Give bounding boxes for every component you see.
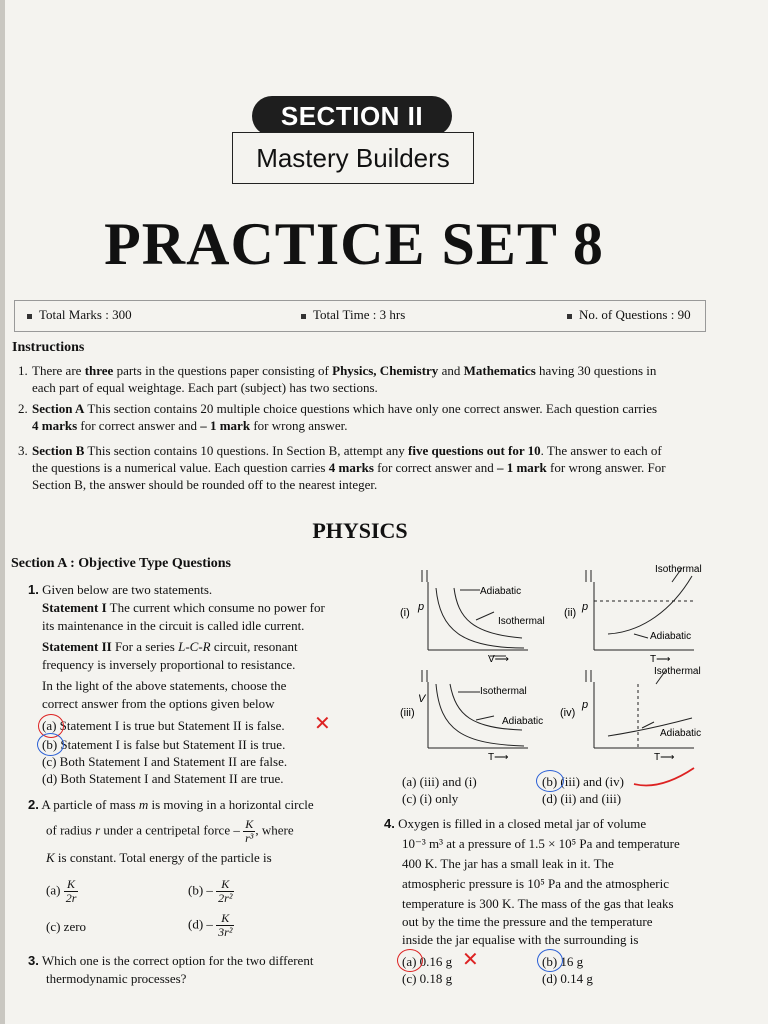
graph-i — [422, 570, 528, 656]
section-subtitle: Mastery Builders — [232, 132, 474, 184]
q1-option-d[interactable]: (d) Both Statement I and Statement II are true. — [42, 771, 284, 786]
svg-text:T⟶: T⟶ — [488, 752, 509, 763]
section-badge: SECTION II — [252, 96, 452, 136]
svg-text:Adiabatic: Adiabatic — [660, 728, 702, 739]
svg-text:V: V — [418, 693, 426, 705]
q4-option-a[interactable]: (a) 0.16 g — [402, 954, 453, 969]
section-a-heading: Section A : Objective Type Questions — [11, 556, 231, 571]
svg-text:T⟶: T⟶ — [650, 654, 671, 665]
q3-option-d[interactable]: (d) (ii) and (iii) — [542, 791, 622, 806]
square-bullet-icon — [567, 314, 572, 319]
q3-graphs — [372, 560, 732, 780]
instruction-item: 1. There are three parts in the questions paper consisting of Physics, Chemistry and Mathematics having 30 questions in each part of equal weightage. Each part (subject) has two sections. — [18, 363, 657, 395]
instruction-item: 2. Section A This section contains 20 multiple choice questions which have only one correct answer. Each question carries 4 marks for correct answer and – 1 mark for wrong answer. — [18, 401, 658, 433]
square-bullet-icon — [27, 314, 32, 319]
graph-iii — [422, 670, 528, 748]
svg-text:(iii): (iii) — [400, 707, 415, 719]
blue-circle-mark — [537, 949, 563, 972]
info-bar — [14, 300, 706, 332]
instruction-item: 3. Section B This section contains 10 questions. In Section B, attempt any five questions out for 10. The answer to each of the questions is a numerical value. Each question carries 4 marks for correct answer and – 1 mark for wrong answer. For Section B, the answer should be rounded off to the nearest integer. — [18, 443, 666, 492]
subject-heading: PHYSICS — [312, 518, 408, 543]
graph-i-label: (i) — [400, 607, 410, 619]
svg-text:Adiabatic: Adiabatic — [480, 586, 522, 597]
page-edge — [0, 0, 5, 1024]
svg-text:T⟶: T⟶ — [654, 752, 675, 763]
svg-text:Isothermal: Isothermal — [654, 666, 701, 677]
q2-option-c[interactable]: (c) zero — [46, 919, 87, 934]
svg-text:Isothermal: Isothermal — [655, 564, 702, 575]
instructions-heading: Instructions — [12, 340, 85, 355]
q1-option-a[interactable]: (a) Statement I is true but Statement II is false. — [42, 718, 285, 733]
q4-option-c[interactable]: (c) 0.18 g — [402, 971, 453, 986]
svg-text:(ii): (ii) — [564, 607, 577, 619]
svg-text:p: p — [582, 601, 589, 613]
q3-option-b[interactable]: (b) (iii) and (iv) — [542, 774, 624, 789]
question-3: 3. Which one is the correct option for the two different thermodynamic processes? — [28, 953, 314, 986]
page-title: PRACTICE SET 8 — [104, 211, 604, 277]
q2-option-d[interactable]: (d) – $\frac{K}{\text{3r²}}$ — [188, 911, 233, 939]
num-questions: No. of Questions : 90 — [567, 307, 691, 323]
red-cross-mark: ✕ — [462, 947, 479, 971]
q4-option-b[interactable]: (b) 16 g — [542, 954, 584, 969]
q2-option-a[interactable]: (a) $\frac{K}{2r}$ — [46, 877, 77, 905]
svg-text:V⟶: V⟶ — [488, 654, 510, 665]
svg-text:p: p — [582, 699, 589, 711]
q1-option-c[interactable]: (c) Both Statement I and Statement II are false. — [42, 754, 288, 769]
blue-circle-mark — [37, 733, 64, 756]
q3-option-c[interactable]: (c) (i) only — [402, 791, 459, 806]
question-4: 4. Oxygen is filled in a closed metal jar of volume 10⁻³ m³ at a pressure of 1.5 × 10⁵ Pa and temperature 400 K. The jar has a small leak in it. The atmospheric pressure is 10⁵ Pa and the atmospheric temperature is 300 K. The mass of the gas that leaks out by the time the pressure and the temperature inside the jar equalise with the surrounding is — [384, 816, 680, 947]
q4-option-d[interactable]: (d) 0.14 g — [542, 971, 593, 986]
q1-option-b[interactable]: (b) Statement I is false but Statement II is true. — [42, 737, 286, 752]
q3-option-a[interactable]: (a) (iii) and (i) — [402, 774, 477, 789]
svg-text:Adiabatic: Adiabatic — [650, 631, 692, 642]
question-1: 1. Given below are two statements. Statement I The current which consume no power for its maintenance in the circuit is called idle current. Statement II For a series L-C-R circuit, resonant frequency is inversely proportional to resistance. In the light of the above statements, choose the correct answer from the options given below — [28, 582, 325, 711]
force-fraction: $\frac{K}{\text{r³}}$ — [245, 817, 254, 845]
svg-text:Isothermal: Isothermal — [498, 616, 545, 627]
total-marks: Total Marks : 300 — [27, 307, 132, 323]
svg-text:Adiabatic: Adiabatic — [502, 716, 544, 727]
svg-text:(iv): (iv) — [560, 707, 576, 719]
question-2: 2. A particle of mass m is moving in a horizontal circle of radius r under a centripetal force – $\frac{K}{\text{r³}}$ , where K is constant. Total energy of the particle is — [28, 797, 314, 865]
q2-option-b[interactable]: (b) – $\frac{K}{\text{2r²}}$ — [188, 877, 233, 905]
total-time: Total Time : 3 hrs — [301, 307, 405, 323]
red-underline-mark — [630, 762, 700, 792]
blue-circle-mark — [536, 770, 564, 792]
svg-text:Isothermal: Isothermal — [480, 686, 527, 697]
square-bullet-icon — [301, 314, 306, 319]
svg-text:p: p — [418, 601, 425, 613]
red-cross-mark: ✕ — [314, 711, 331, 735]
red-circle-mark — [397, 949, 423, 972]
